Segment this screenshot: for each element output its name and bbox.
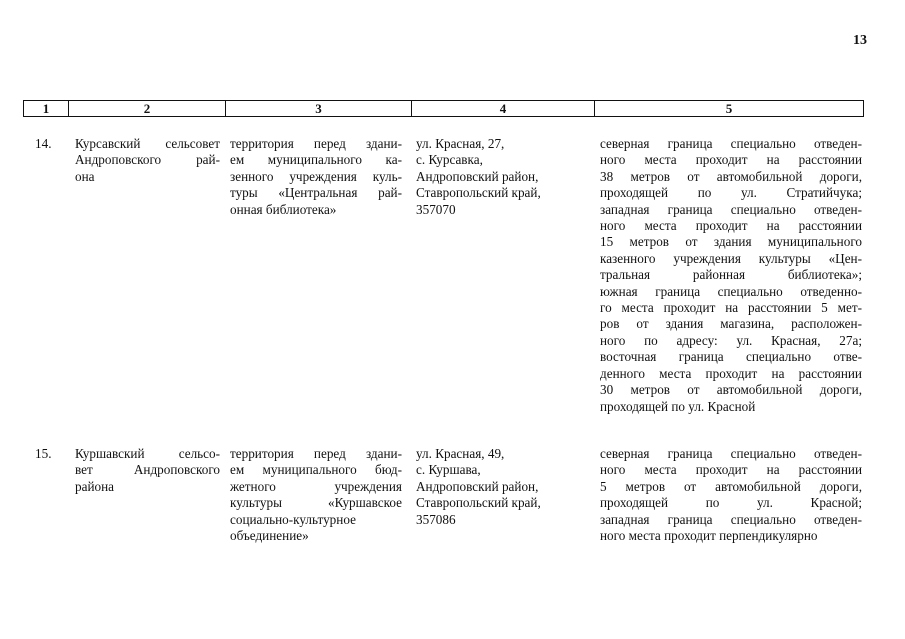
text-line: тральная районная библиотека»;: [600, 267, 862, 283]
address: [416, 446, 576, 528]
text-line: восточная граница специально отве-: [600, 349, 862, 365]
text-line: территория перед здани-: [230, 136, 402, 151]
text-line: проходящей по ул. Красной;: [600, 495, 862, 511]
address: [416, 136, 576, 218]
text-line: зенного учреждения куль-: [230, 168, 402, 184]
text-line: с. Куршава,: [416, 462, 481, 478]
row-number: 15.: [35, 446, 52, 461]
text-line: ного по адресу: ул. Красная, 27а;: [600, 332, 862, 348]
text-line: 5 метров от автомобильной дороги,: [600, 478, 862, 494]
text-line: с. Курсавка,: [416, 152, 483, 168]
text-line: ного места проходит перпендикулярно: [600, 528, 818, 544]
text-line: ем муниципального бюд-: [230, 462, 402, 478]
text-line: северная граница специально отведен-: [600, 136, 862, 151]
row-number: 14.: [35, 136, 52, 151]
text-line: западная граница специально отведен-: [600, 201, 862, 217]
header-col-2: 2: [69, 101, 226, 116]
text-line: Андроповский район,: [416, 478, 539, 494]
text-line: 38 метров от автомобильной дороги,: [600, 168, 862, 184]
text-line: района: [75, 478, 115, 494]
page-number: 13: [853, 33, 867, 48]
territory-description: [230, 136, 402, 218]
text-line: 15 метров от здания муниципального: [600, 234, 862, 250]
text-line: южная граница специально отведенно-: [600, 283, 862, 299]
header-col-1: 1: [24, 101, 69, 116]
text-line: Курсавский сельсовет: [75, 136, 220, 151]
text-line: Андроповского рай-: [75, 152, 220, 168]
text-line: жетного учреждения: [230, 478, 402, 494]
header-col-3: 3: [226, 101, 412, 116]
header-col-5: 5: [725, 101, 733, 116]
text-line: социально-культурное: [230, 511, 356, 527]
text-line: проходящей по ул. Красной: [600, 398, 756, 414]
text-line: северная граница специально отведен-: [600, 446, 862, 461]
municipality-name: [75, 446, 220, 495]
text-line: культуры «Куршавское: [230, 495, 402, 511]
header-col-4: 4: [412, 101, 595, 116]
text-line: ров от здания магазина, расположен-: [600, 316, 862, 332]
text-line: проходящей по ул. Стратийчука;: [600, 185, 862, 201]
text-line: ем муниципального ка-: [230, 152, 402, 168]
boundary-description: [600, 136, 862, 415]
boundary-description: [600, 446, 862, 544]
text-line: казенного учреждения культуры «Цен-: [600, 250, 862, 266]
text-line: туры «Центральная рай-: [230, 185, 402, 201]
text-line: ного места проходит на расстоянии: [600, 152, 862, 168]
text-line: ул. Красная, 27,: [416, 136, 505, 151]
text-line: территория перед здани-: [230, 446, 402, 461]
text-line: денного места проходит на расстоянии: [600, 365, 862, 381]
text-line: ного места проходит на расстоянии: [600, 218, 862, 234]
text-line: ного места проходит на расстоянии: [600, 462, 862, 478]
text-line: Ставропольский край,: [416, 495, 541, 511]
text-line: 30 метров от автомобильной дороги,: [600, 382, 862, 398]
territory-description: [230, 446, 402, 544]
text-line: онная библиотека»: [230, 201, 337, 217]
text-line: объединение»: [230, 528, 309, 544]
text-line: западная граница специально отведен-: [600, 511, 862, 527]
text-line: 357070: [416, 201, 456, 217]
municipality-name: [75, 136, 220, 185]
text-line: го места проходит на расстоянии 5 мет-: [600, 300, 862, 316]
table-header: [23, 100, 864, 117]
text-line: вет Андроповского: [75, 462, 220, 478]
text-line: ул. Красная, 49,: [416, 446, 505, 461]
text-line: Куршавский сельсо-: [75, 446, 220, 461]
text-line: Андроповский район,: [416, 168, 539, 184]
text-line: 357086: [416, 511, 456, 527]
text-line: она: [75, 168, 95, 184]
text-line: Ставропольский край,: [416, 185, 541, 201]
